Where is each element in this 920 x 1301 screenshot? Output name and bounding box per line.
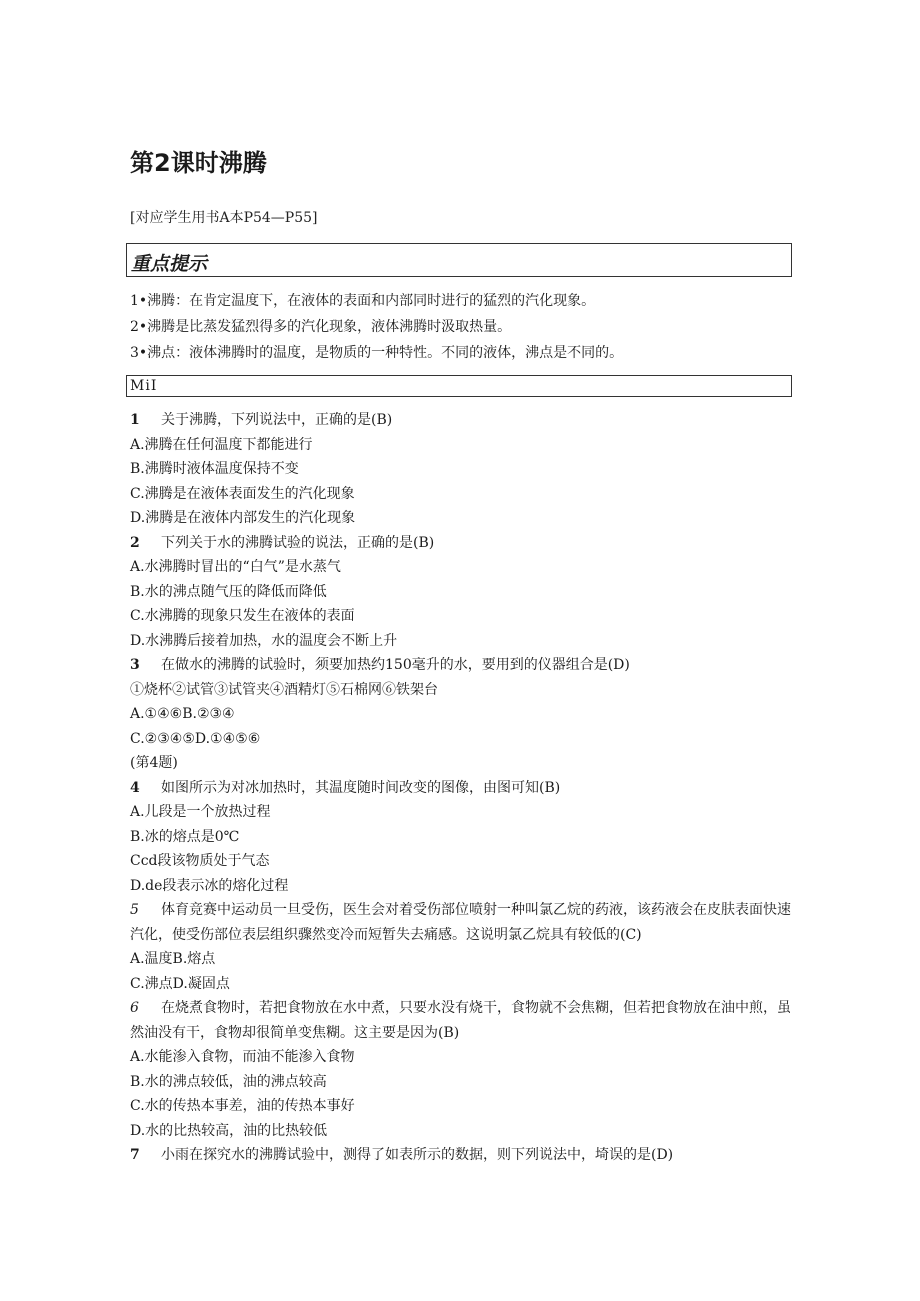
question-option: C.水沸腾的现象只发生在液体的表面	[130, 608, 355, 624]
section-header-box	[126, 375, 792, 397]
question-option: D.水的比热较高，油的比热较低	[130, 1122, 328, 1139]
question-option: D.de段表示冰的熔化过程	[130, 877, 289, 894]
question-option: B.冰的熔点是0℃	[130, 828, 240, 845]
question-option: B.水的沸点随气压的降低而降低	[130, 583, 327, 600]
page-title: 第2课时沸腾	[130, 149, 267, 177]
question-option: B.沸腾时液体温度保持不变	[130, 461, 299, 477]
key-points-heading: 重点提示	[131, 253, 208, 275]
question-stem: 5 体育竞赛中运动员一旦受伤，医生会对着受伤部位喷射一种叫氯乙烷的药液，该药液会在皮肤表面快速汽化，使受伤部位表层组织骤然变冷而短暂失去痛感。这说明氯乙烷具有较低的(C)	[130, 898, 792, 947]
question-stem: 4 如图所示为对冰加热时，其温度随时间改变的图像，由图可知(B)	[130, 776, 792, 801]
question-option: A.沸腾在任何温度下都能进行	[130, 436, 313, 453]
question-stem: 6 在烧煮食物时，若把食物放在水中煮，只要水没有烧干，食物就不会焦糊，但若把食物放在油中煎，虽然油没有干，食物却很简单变焦糊。这主要是因为(B)	[130, 996, 792, 1045]
question-stem: 1 关于沸腾，下列说法中，正确的是(B)	[130, 408, 792, 433]
question-option: C.②③④⑤D.①④⑤⑥	[130, 730, 261, 747]
question-option: A.儿段是一个放热过程	[130, 804, 271, 820]
question-list	[130, 408, 792, 1168]
question-number: 7	[130, 1147, 140, 1163]
question-stem: 7 小雨在探究水的沸腾试验中，测得了如表所示的数据，则下列说法中，埼误的是(D)	[130, 1143, 792, 1168]
question-number: 6	[130, 1000, 139, 1016]
question-number: 5	[130, 902, 139, 918]
question-option: D.沸腾是在液体内部发生的汽化现象	[130, 510, 356, 526]
question-option: C.沸腾是在液体表面发生的汽化现象	[130, 485, 355, 502]
question-option: A.水能渗入食物，而油不能渗入食物	[130, 1049, 355, 1065]
key-points-header-box	[126, 243, 792, 277]
key-point-item: 3•沸点：液体沸腾时的温度，是物质的一种特性。不同的液体，沸点是不同的。	[130, 345, 624, 361]
textbook-reference: [对应学生用书A本P54—P55]	[130, 210, 318, 226]
question-number: 1	[130, 412, 140, 428]
question-option: A.水沸腾时冒出的“白气”是水蒸气	[130, 559, 341, 575]
question-stem: 3 在做水的沸腾的试验时，须要加热约150毫升的水，要用到的仪器组合是(D)	[130, 653, 792, 678]
question-option: C.水的传热本事差，油的传热本事好	[130, 1098, 355, 1114]
key-point-item: 1•沸腾：在肯定温度下，在液体的表面和内部同时进行的猛烈的汽化现象。	[130, 293, 596, 309]
key-point-item: 2•沸腾是比蒸发猛烈得多的汽化现象，液体沸腾时汲取热量。	[130, 319, 512, 335]
question-option: ①烧杯②试管③试管夹④酒精灯⑤石棉网⑥铁架台	[130, 681, 438, 698]
key-points-list	[130, 288, 790, 366]
figure-caption: (第4题)	[130, 755, 178, 771]
section-label: MiI	[130, 378, 158, 394]
question-number: 4	[130, 779, 140, 796]
question-option: D.水沸腾后接着加热，水的温度会不断上升	[130, 632, 398, 649]
question-option: A.温度B.熔点	[130, 951, 216, 967]
question-stem: 2 下列关于水的沸腾试验的说法，正确的是(B)	[130, 531, 792, 556]
question-option: B.水的沸点较低，油的沸点较高	[130, 1073, 327, 1090]
question-number: 3	[130, 657, 140, 673]
question-option: C.沸点D.凝固点	[130, 975, 230, 992]
question-option: Ccd段该物质处于气态	[130, 853, 270, 869]
question-number: 2	[130, 534, 140, 551]
question-option: A.①④⑥B.②③④	[130, 706, 235, 722]
